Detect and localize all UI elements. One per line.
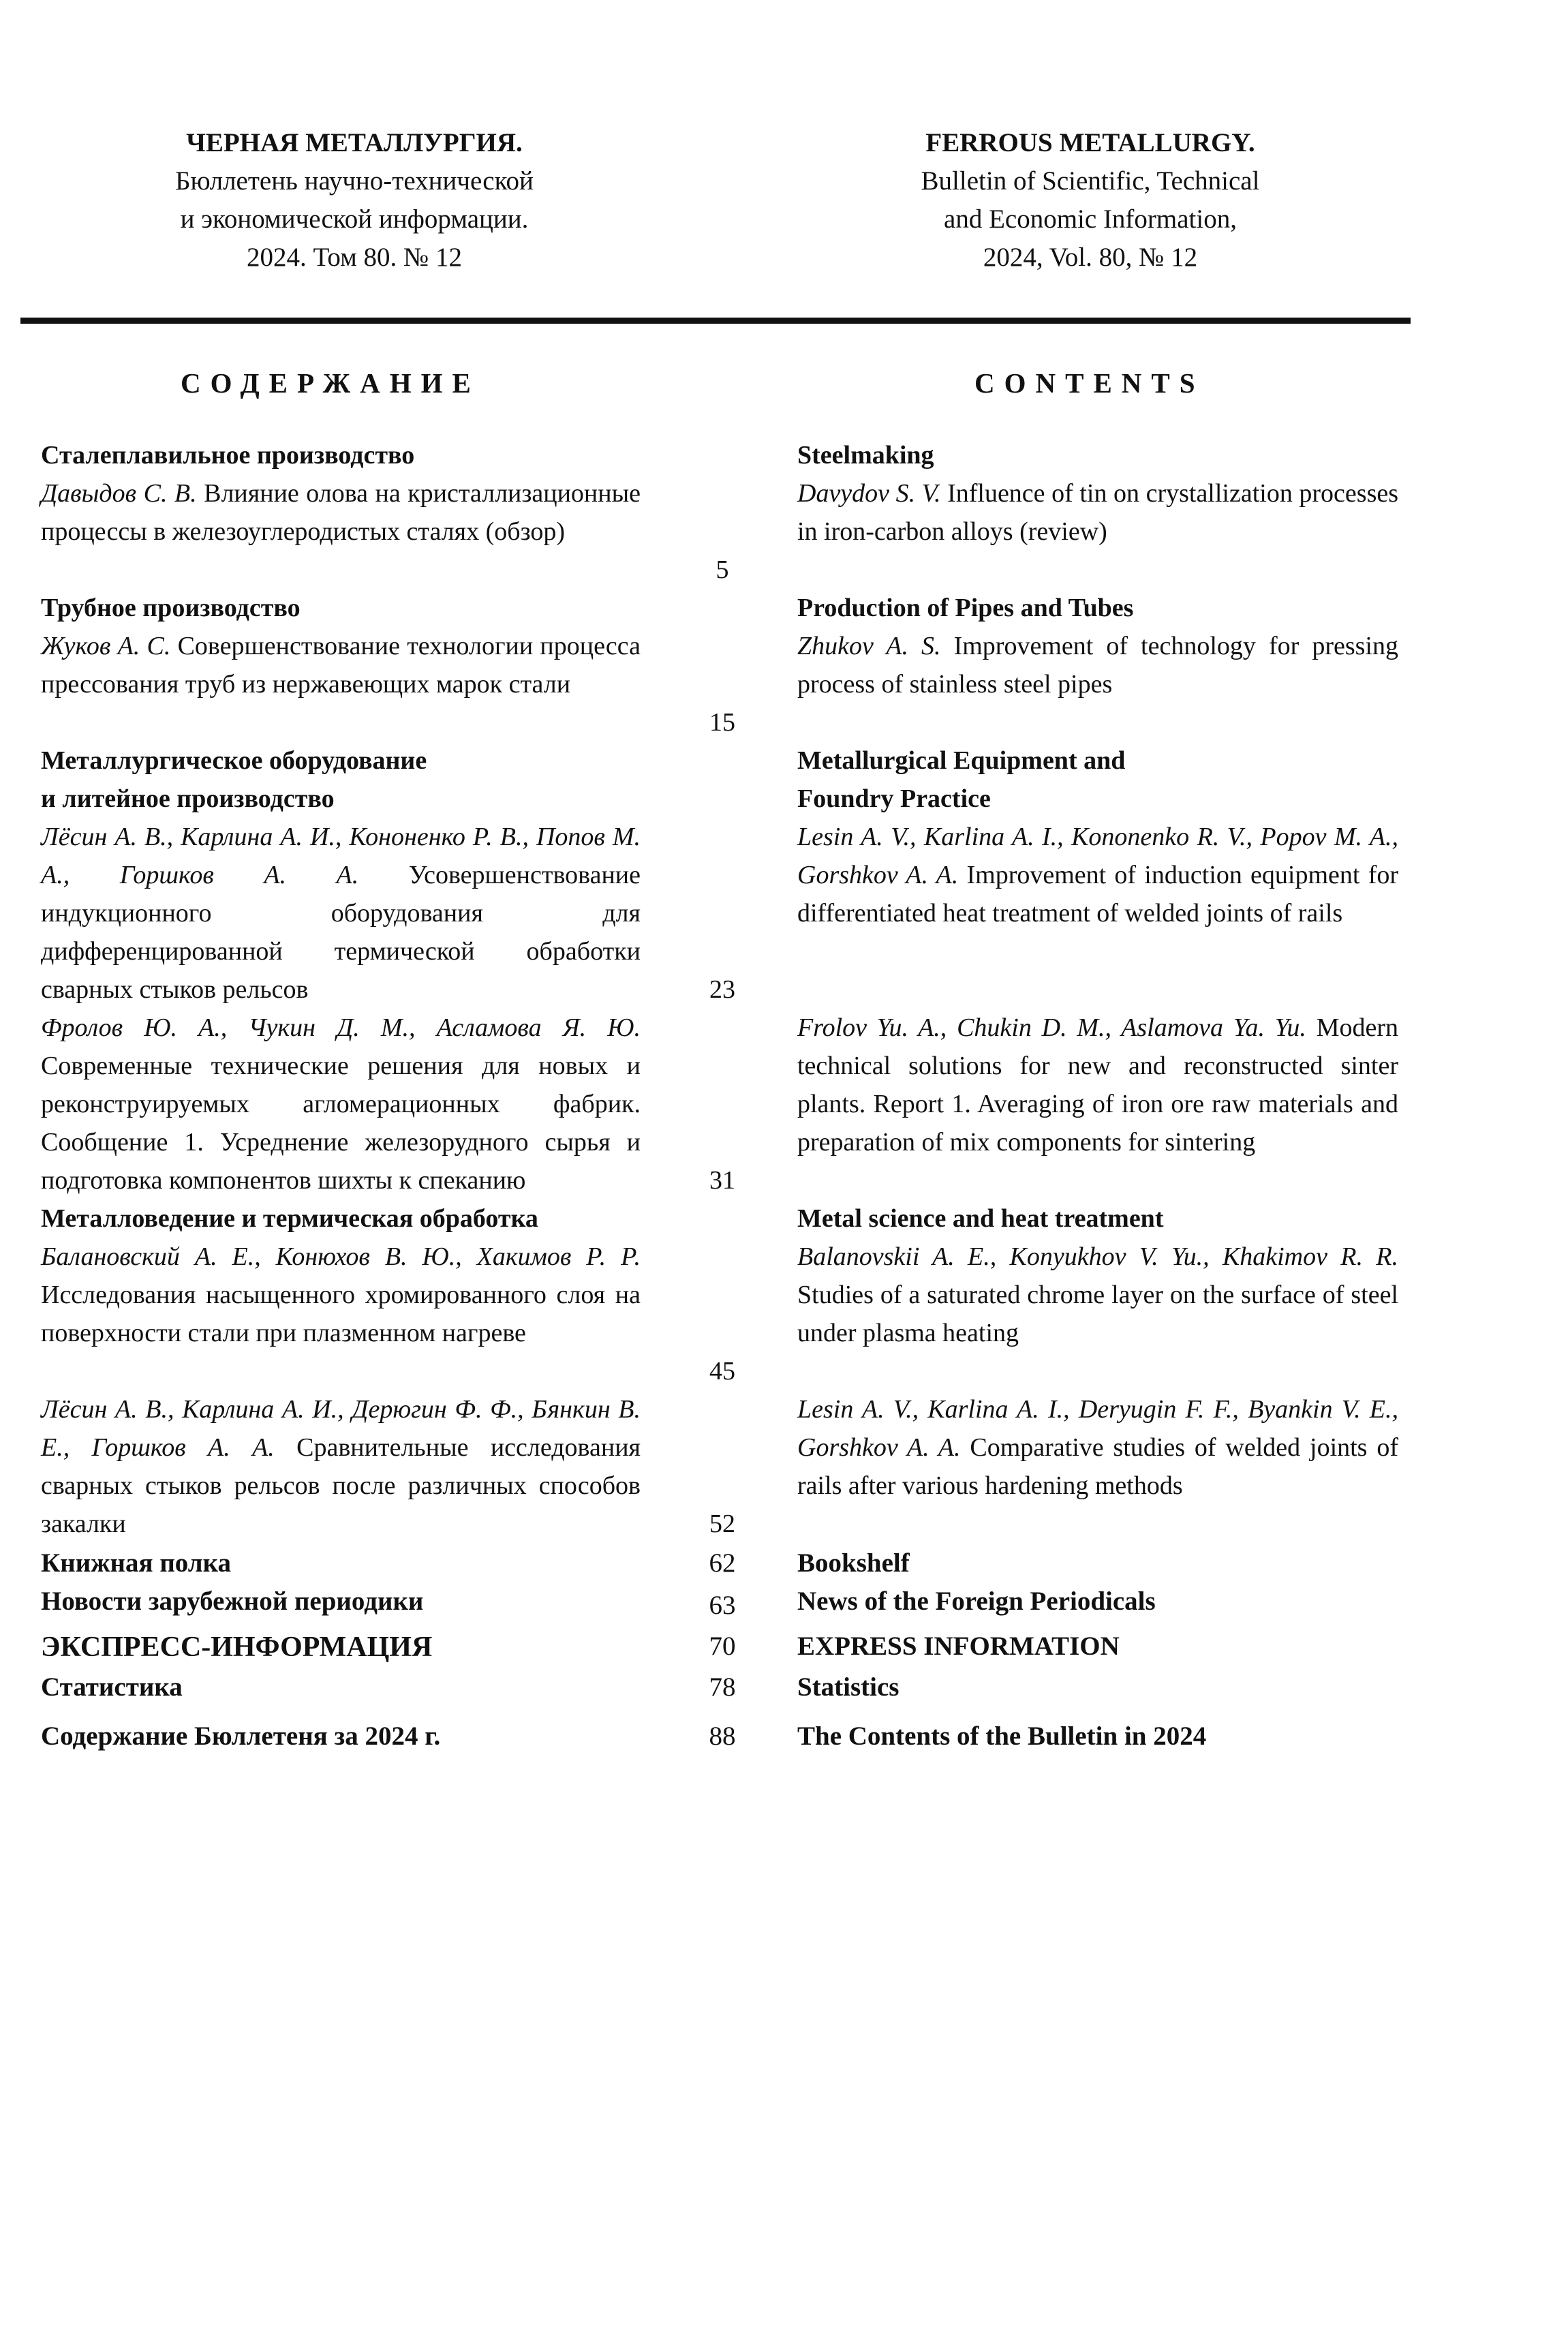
section-equipment-ru-1: Металлургическое оборудование <box>41 746 427 775</box>
entry-ru-1[interactable] <box>41 474 641 551</box>
journal-title-en: FERROUS METALLURGY. <box>925 128 1255 157</box>
entry-title: Comparative studies of welded joints of rails after various hardening methods <box>797 1433 1398 1500</box>
page-number: 63 <box>709 1591 736 1620</box>
section-steelmaking-ru: Сталеплавильное производство <box>41 441 415 470</box>
header-divider <box>20 318 1411 324</box>
entry-ru-4[interactable] <box>41 1009 641 1199</box>
entry-authors: Zhukov A. S. <box>797 632 941 660</box>
journal-subtitle-ru-2: и экономической информации. <box>180 204 529 234</box>
page-number: 70 <box>709 1632 736 1661</box>
section-pipes-ru: Трубное производство <box>41 594 301 622</box>
express-info-en[interactable]: EXPRESS INFORMATION <box>797 1632 1120 1661</box>
page-number: 23 <box>709 975 735 1004</box>
entry-title: Усовершенствование индукционного оборудования для дифференцированной термической обработки сварных стыков рельсов <box>41 861 641 1004</box>
contents-heading-en: CONTENTS <box>974 367 1205 399</box>
entry-authors: Лёсин А. В., Карлина А. И., Дерюгин Ф. Ф., Бянкин В. Е., Горшков А. А. <box>41 1395 641 1462</box>
entry-title: Improvement of technology for pressing process of stainless steel pipes <box>797 632 1398 699</box>
entry-en-1[interactable] <box>797 474 1398 551</box>
entry-authors: Frolov Yu. A., Chukin D. M., Aslamova Ya. Yu. <box>797 1013 1306 1042</box>
entry-title: Совершенствование технологии процесса прессования труб из нержавеющих марок стали <box>41 632 641 699</box>
entry-en-5[interactable] <box>797 1238 1398 1352</box>
header-en <box>777 124 1404 277</box>
foreign-periodicals-ru[interactable]: Новости зарубежной периодики <box>41 1587 424 1616</box>
journal-subtitle-en-1: Bulletin of Scientific, Technical <box>921 166 1260 196</box>
entry-en-2[interactable] <box>797 627 1398 703</box>
page-number: 45 <box>709 1357 735 1386</box>
page-number: 78 <box>709 1672 736 1702</box>
entry-title: Influence of tin on crystallization processes in iron-carbon alloys (review) <box>797 479 1399 546</box>
entry-authors: Davydov S. V. <box>797 479 941 508</box>
journal-issue-ru: 2024. Том 80. № 12 <box>246 243 463 272</box>
entry-ru-2[interactable] <box>41 627 641 703</box>
entry-authors: Жуков А. С. <box>41 632 171 660</box>
section-equipment-ru-2: и литейное производство <box>41 784 335 813</box>
journal-subtitle-en-2: and Economic Information, <box>944 204 1237 234</box>
section-metal-science-ru: Металловедение и термическая обработка <box>41 1204 538 1233</box>
entry-authors: Балановский А. Е., Конюхов В. Ю., Хакимов Р. Р. <box>41 1242 641 1271</box>
section-steelmaking-en: Steelmaking <box>797 441 934 470</box>
journal-title-ru: ЧЕРНАЯ МЕТАЛЛУРГИЯ. <box>186 128 523 157</box>
section-pipes-en: Production of Pipes and Tubes <box>797 594 1134 622</box>
bookshelf-en[interactable]: Bookshelf <box>797 1548 910 1578</box>
entry-title: Современные технические решения для новых и реконструируемых агломерационных фабрик. Сообщение 1. Усреднение железорудного сырья и подготовка компонентов шихты к спеканию <box>41 1052 641 1195</box>
entry-en-6[interactable] <box>797 1390 1398 1505</box>
journal-issue-en: 2024, Vol. 80, № 12 <box>983 243 1198 272</box>
page-number: 31 <box>709 1166 735 1195</box>
foreign-periodicals-en[interactable]: News of the Foreign Periodicals <box>797 1587 1156 1616</box>
entry-title: Влияние олова на кристаллизационные процессы в железоуглеродистых сталях (обзор) <box>41 479 641 546</box>
section-equipment-en-1: Metallurgical Equipment and <box>797 746 1126 775</box>
entry-title: Исследования насыщенного хромированного слоя на поверхности стали при плазменном нагреве <box>41 1281 641 1347</box>
page-number: 15 <box>709 708 735 737</box>
page-number: 88 <box>709 1721 736 1751</box>
section-equipment-en-2: Foundry Practice <box>797 784 991 813</box>
express-info-ru[interactable]: ЭКСПРЕСС-ИНФОРМАЦИЯ <box>41 1632 433 1663</box>
entry-authors: Фролов Ю. А., Чукин Д. М., Асламова Я. Ю. <box>41 1013 641 1042</box>
entry-authors: Лёсин А. В., Карлина А. И., Кононенко Р. В., Попов М. А., Горшков А. А. <box>41 823 641 889</box>
annual-contents-en[interactable]: The Contents of the Bulletin in 2024 <box>797 1721 1207 1751</box>
entry-authors: Давыдов С. В. <box>41 479 197 508</box>
annual-contents-ru[interactable]: Содержание Бюллетеня за 2024 г. <box>41 1721 441 1751</box>
entry-authors: Lesin A. V., Karlina A. I., Deryugin F. F., Byankin V. E., Gorshkov A. A. <box>797 1395 1398 1462</box>
contents-heading-ru: СОДЕРЖАНИЕ <box>181 367 480 399</box>
entry-en-4[interactable] <box>797 1009 1398 1161</box>
journal-subtitle-ru-1: Бюллетень научно-технической <box>175 166 534 196</box>
statistics-en[interactable]: Statistics <box>797 1672 900 1702</box>
entry-authors: Balanovskii A. E., Konyukhov V. Yu., Khakimov R. R. <box>797 1242 1398 1271</box>
entry-authors: Lesin A. V., Karlina A. I., Kononenko R. V., Popov M. A., Gorshkov A. A. <box>797 823 1398 889</box>
statistics-ru[interactable]: Статистика <box>41 1672 183 1702</box>
bookshelf-ru[interactable]: Книжная полка <box>41 1548 232 1578</box>
entry-en-3[interactable] <box>797 818 1398 932</box>
header-ru <box>41 124 668 277</box>
section-metal-science-en: Metal science and heat treatment <box>797 1204 1164 1233</box>
entry-title: Studies of a saturated chrome layer on the surface of steel under plasma heating <box>797 1281 1398 1347</box>
page-number: 5 <box>716 555 729 584</box>
page-number: 52 <box>709 1510 735 1538</box>
entry-ru-5[interactable] <box>41 1238 641 1352</box>
entry-title: Сравнительные исследования сварных стыков рельсов после различных способов закалки <box>41 1433 641 1538</box>
entry-title: Modern technical solutions for new and reconstructed sinter plants. Report 1. Averaging of iron ore raw materials and preparation of mix components for sintering <box>797 1013 1398 1157</box>
entry-ru-3[interactable] <box>41 818 641 1009</box>
entry-title: Improvement of induction equipment for differentiated heat treatment of welded joints of rails <box>797 861 1398 928</box>
page-number: 62 <box>709 1548 736 1578</box>
entry-ru-6[interactable] <box>41 1390 641 1543</box>
